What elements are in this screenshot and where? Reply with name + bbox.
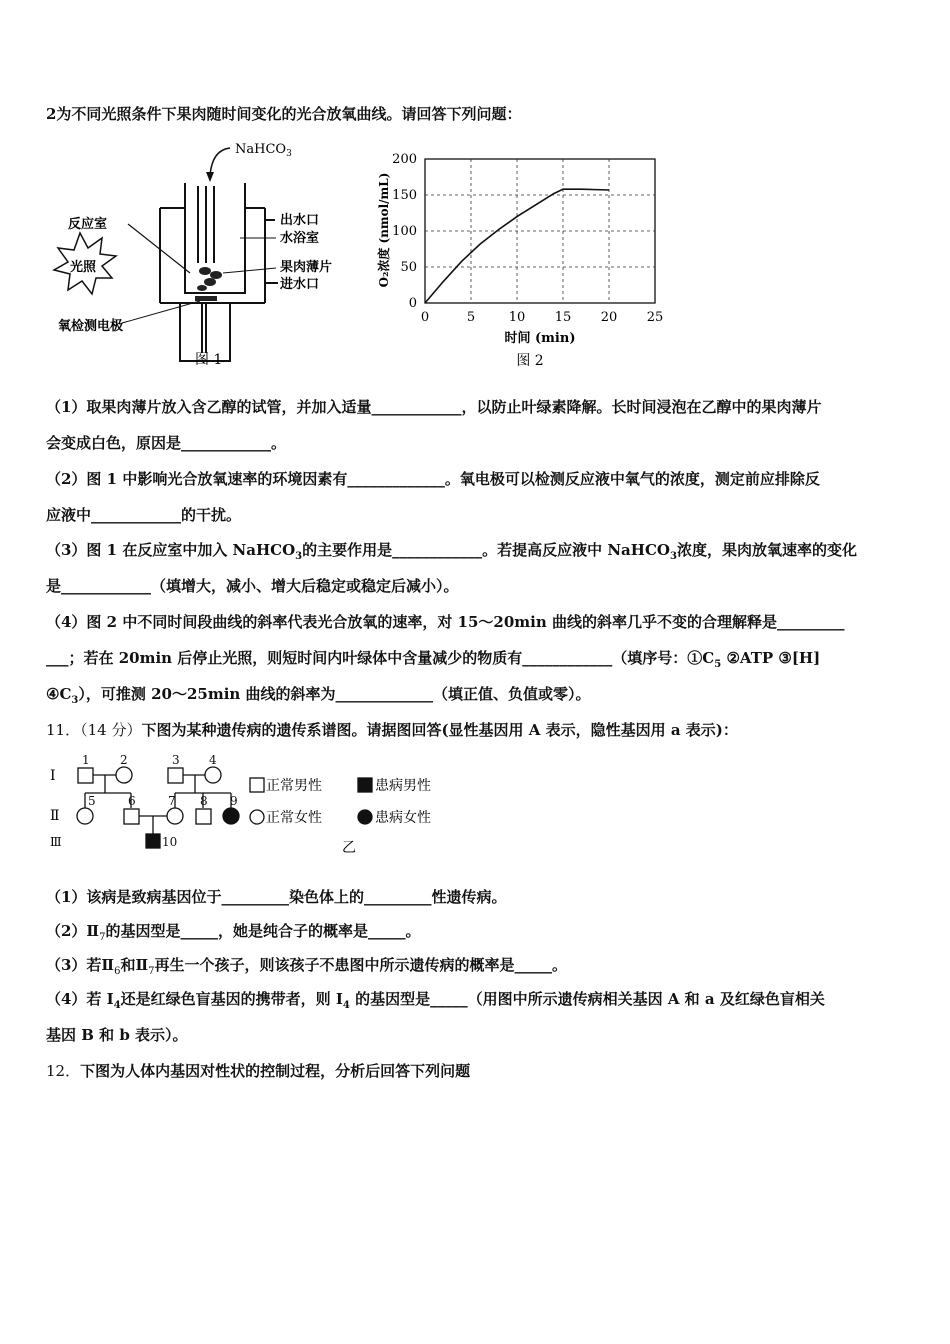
y-tick-label: 50 (400, 260, 417, 275)
x-tick-label: 10 (508, 310, 526, 325)
id-5: 5 (88, 794, 96, 808)
x-tick-label: 5 (466, 310, 476, 325)
legend-affected-male: 患病男性 (375, 778, 431, 794)
figure-2-chart (370, 145, 680, 375)
x-axis-label: 时间 (min) (504, 331, 576, 346)
y-tick-label: 0 (408, 296, 417, 311)
label-reaction-chamber: 反应室 (68, 217, 108, 232)
q11-sub2: $(2)Ⅱ_7$的基因型是_____，她是纯合子的概率是_____。 (46, 922, 421, 943)
label-nahco3: NaHCO$_3$ (235, 142, 292, 159)
q11-header: 11．（14 分）下图为某种遗传病的遗传系谱图。请据图回答(显性基因用 A 表示，隐性基因用 a 表示)： (46, 721, 738, 739)
q3-line1: （3）图 1 在反应室中加入 NaHCO$_3$的主要作用是____________。若提高反应液中 NaHCO$_3$浓度，果肉放氧速率的变化 (46, 541, 857, 562)
id-10: 10 (162, 835, 178, 849)
label-light: 光照 (70, 260, 97, 275)
q4-line1: （4）图 2 中不同时间段曲线的斜率代表光合放氧的速率，对 15～20min 曲线的斜率几乎不变的合理解释是_________ (46, 613, 845, 631)
id-7: 7 (168, 794, 176, 808)
q3-line2: 是____________（填增大，减小、增大后稳定或稳定后减小）。 (46, 577, 459, 595)
y-tick-label: 100 (392, 224, 417, 239)
pedigree-label: 乙 (342, 840, 356, 856)
label-pulp-slice: 果肉薄片 (280, 260, 333, 275)
label-inlet: 进水口 (280, 277, 320, 292)
x-tick-label: 25 (646, 310, 664, 325)
q11-sub4-line1: （4）若 $I_4$还是红绿色盲基因的携带者，则 $I_4$ 的基因型是_____（用图中所示遗传病相关基因 A 和 a 及红绿色盲相关 (46, 990, 825, 1011)
q1-line2: 会变成白色，原因是____________。 (46, 434, 287, 452)
q11-sub4-line2: 基因 B 和 b 表示）。 (46, 1026, 188, 1044)
y-axis-label: O₂浓度 (nmol/mL) (377, 172, 391, 288)
x-tick-label: 20 (600, 310, 618, 325)
id-6: 6 (128, 794, 136, 808)
y-tick-label: 200 (392, 152, 417, 167)
q11-sub1: （1）该病是致病基因位于_________染色体上的_________性遗传病。 (46, 888, 507, 906)
generation-iii: Ⅲ (50, 835, 62, 849)
q4-line3: $④C_3$），可推测 20～25min 曲线的斜率为_____________（填正值、负值或零）。 (46, 685, 591, 706)
q1-line1: （1）取果肉薄片放入含乙醇的试管，并加入适量____________，以防止叶绿素降解。长时间浸泡在乙醇中的果肉薄片 (46, 398, 822, 416)
generation-i: Ⅰ (50, 768, 56, 784)
x-tick-label: 15 (554, 310, 572, 325)
label-outlet: 出水口 (280, 213, 320, 228)
q2-line2: 应液中____________的干扰。 (46, 506, 242, 524)
legend-normal-female: 正常女性 (266, 810, 322, 826)
id-2: 2 (120, 753, 128, 767)
q2-line1: （2）图 1 中影响光合放氧速率的环境因素有_____________。氧电极可以检测反应液中氧气的浓度，测定前应排除反 (46, 470, 820, 488)
q11-sub3: （3）若$Ⅱ_6$和$Ⅱ_7$再生一个孩子，则该孩子不患图中所示遗传病的概率是_____。 (46, 956, 568, 977)
id-9: 9 (230, 794, 238, 808)
id-4: 4 (209, 753, 217, 767)
figure-2-caption: 图 2 (516, 353, 544, 369)
generation-ii: Ⅱ (50, 808, 60, 824)
y-tick-label: 150 (392, 188, 417, 203)
label-electrode: 氧检测电极 (58, 319, 124, 334)
q4-line2: ___；若在 20min 后停止光照，则短时间内叶绿体中含量减少的物质有____________（填序号：$①C_5$ ②ATP ③[H] (46, 649, 821, 670)
q12-header: 12．下图为人体内基因对性状的控制过程，分析后回答下列问题 (46, 1062, 471, 1080)
legend-affected-female: 患病女性 (375, 810, 431, 826)
label-water-bath: 水浴室 (280, 231, 320, 246)
pedigree-chart (44, 748, 464, 860)
legend-normal-male: 正常男性 (266, 778, 322, 794)
x-tick-label: 0 (420, 310, 430, 325)
intro-text: 2为不同光照条件下果肉随时间变化的光合放氧曲线。请回答下列问题： (46, 105, 522, 123)
id-1: 1 (82, 753, 90, 767)
figure-1-apparatus (40, 138, 370, 373)
figure-1-caption: 图 1 (195, 352, 223, 368)
id-3: 3 (172, 753, 180, 767)
id-8: 8 (200, 794, 208, 808)
